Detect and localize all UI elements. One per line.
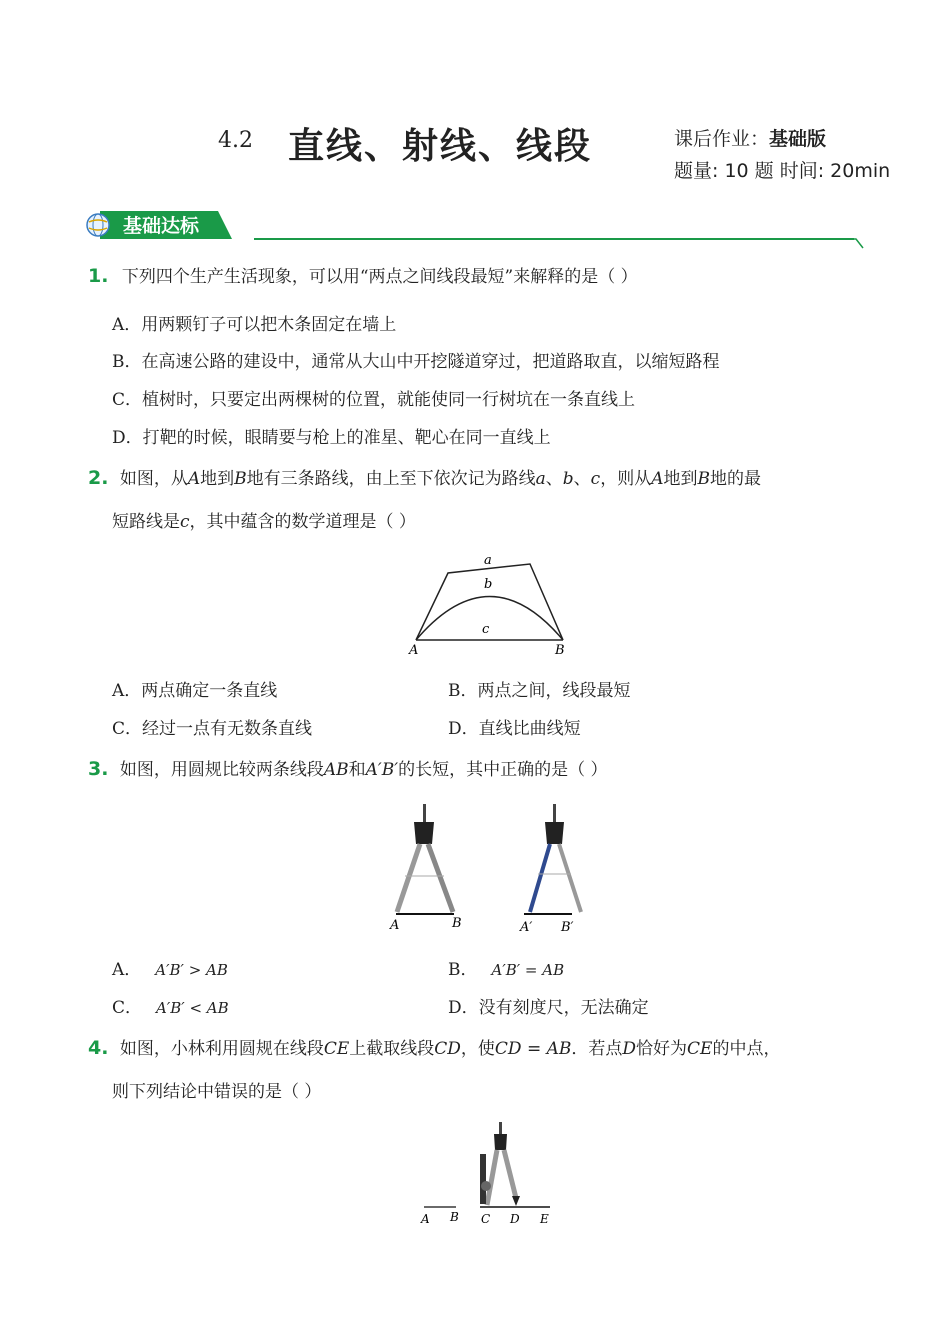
label-point-b: B — [450, 1210, 459, 1224]
homework-label — [674, 124, 826, 151]
text-run: 和 — [348, 760, 366, 780]
q3-option-d — [448, 993, 649, 1018]
section-number: 4.2 — [218, 128, 253, 153]
option-letter: A． — [112, 960, 142, 980]
math-var: CD = AB — [494, 1039, 572, 1059]
compass-cut-figure — [414, 1118, 564, 1230]
text-run: 如图，用圆规比较两条线段 — [119, 760, 324, 780]
math-var: b — [562, 469, 574, 489]
compass — [480, 1122, 520, 1206]
text-run: ．若点 — [571, 1039, 623, 1059]
q1-option-b: B．在高速公路的建设中，通常从大山中开挖隧道穿过，把道路取直，以缩短路程 — [112, 352, 720, 372]
math-var: c — [590, 469, 601, 489]
question-2 — [88, 466, 761, 491]
text-run: 如图，从 — [119, 469, 188, 489]
option-letter: D． — [448, 998, 479, 1018]
compass-head — [494, 1134, 507, 1150]
q1-option-a: A．用两颗钉子可以把木条固定在墙上 — [112, 315, 397, 335]
ruler-edge — [480, 1154, 486, 1204]
compass-leg — [428, 844, 453, 912]
text-run: 地到 — [200, 469, 235, 489]
compass-right — [519, 804, 581, 935]
section-banner — [86, 208, 232, 242]
text-run: 、 — [545, 469, 563, 489]
math-var: CD — [434, 1039, 461, 1059]
compass-handle — [553, 804, 556, 822]
text-run: 地有三条路线，由上至下依次记为路线 — [246, 469, 536, 489]
label-b: b — [484, 577, 493, 592]
homework-label-text: 课后作业： — [674, 128, 770, 150]
question-number: 2. — [88, 467, 109, 489]
option-expr: A′B′ = AB — [491, 961, 565, 979]
compass-figure — [384, 800, 594, 938]
compass-handle — [423, 804, 426, 822]
homework-level: 基础版 — [769, 128, 827, 150]
q2-option-a: A．两点确定一条直线 — [112, 681, 278, 701]
label-point-a: A — [409, 643, 419, 658]
question-1 — [88, 264, 638, 289]
q1-option-c: C．植树时，只要定出两棵树的位置，就能使同一行树坑在一条直线上 — [112, 390, 636, 410]
label-point-a: A — [421, 1212, 430, 1226]
label-point-d: D — [510, 1212, 520, 1226]
label-point-c: C — [481, 1212, 491, 1226]
compass-leg — [530, 844, 550, 912]
math-var: A — [651, 469, 664, 489]
compass-leg — [487, 1150, 497, 1205]
label-point-b-prime: B′ — [561, 920, 574, 935]
label-point-e: E — [540, 1212, 549, 1226]
math-var: A — [187, 469, 201, 489]
homework-meta: 题量: 10 题 时间: 20min — [674, 160, 891, 182]
q1-option-d: D．打靶的时候，眼睛要与枪上的准星、靶心在同一直线上 — [112, 428, 551, 448]
q2-option-d: D．直线比曲线短 — [448, 719, 581, 739]
q3-option-b — [448, 955, 564, 980]
divider-hook — [852, 239, 863, 248]
route-a — [416, 564, 563, 640]
option-letter: B． — [448, 960, 478, 980]
label-point-b: B — [452, 916, 462, 931]
text-run: ，使 — [460, 1039, 495, 1059]
globe-icon — [87, 214, 109, 236]
label-point-b: B — [555, 643, 565, 658]
route-b — [416, 597, 563, 641]
text-run: 的长短，其中正确的是（ ） — [398, 760, 608, 780]
question-text-line1 — [120, 469, 761, 489]
question-number: 1. — [88, 265, 109, 287]
text-run: 、 — [573, 469, 591, 489]
section-label: 基础达标 — [123, 215, 200, 237]
math-var: D — [622, 1039, 637, 1059]
option-expr: A′B′ < AB — [156, 999, 229, 1017]
text-run: ，则从 — [600, 469, 652, 489]
text-run: ，其中蕴含的数学道理是（ ） — [189, 512, 416, 532]
q2-option-c: C．经过一点有无数条直线 — [112, 719, 313, 739]
compass-handle — [499, 1122, 502, 1134]
math-var: CE — [687, 1039, 713, 1059]
text-run: 上截取线段 — [349, 1039, 435, 1059]
compass-left — [389, 804, 462, 933]
text-run: 如图，小林利用圆规在线段 — [119, 1039, 324, 1059]
math-var: c — [180, 512, 190, 532]
text-run: 的中点， — [712, 1039, 781, 1059]
option-expr: 没有刻度尺，无法确定 — [478, 998, 649, 1018]
q3-option-c — [112, 993, 229, 1018]
option-expr: A′B′ > AB — [155, 961, 228, 979]
route-figure — [400, 548, 580, 658]
question-4-line2: 则下列结论中错误的是（ ） — [112, 1082, 322, 1102]
question-text: 下列四个生产生活现象，可以用“两点之间线段最短”来解释的是（ ） — [121, 267, 638, 287]
compass-head — [545, 822, 564, 844]
math-var: AB — [323, 760, 349, 780]
text-run: 恰好为 — [636, 1039, 688, 1059]
question-number: 3. — [88, 758, 109, 780]
math-var: B — [697, 469, 710, 489]
option-letter: C． — [112, 998, 143, 1018]
section-divider — [254, 238, 854, 240]
question-number: 4. — [88, 1037, 109, 1059]
page-title: 直线、射线、线段 — [288, 126, 593, 167]
math-var: A′B′ — [365, 760, 399, 780]
question-2-line2 — [112, 510, 416, 534]
compass-pivot — [481, 1181, 491, 1191]
compass-leg — [504, 1150, 516, 1198]
question-text — [120, 760, 608, 780]
label-point-a-prime: A′ — [520, 920, 533, 935]
compass-pencil-tip — [512, 1196, 520, 1206]
compass-leg — [559, 844, 581, 912]
q3-option-a — [112, 955, 228, 980]
question-4 — [88, 1036, 780, 1061]
question-3 — [88, 757, 608, 782]
q2-option-b: B．两点之间，线段最短 — [448, 681, 631, 701]
question-text-line1 — [120, 1039, 781, 1059]
text-run: 地的最 — [709, 469, 761, 489]
section-divider-end — [852, 238, 864, 250]
label-point-a: A — [390, 918, 400, 933]
math-var: CE — [323, 1039, 350, 1059]
math-var: a — [535, 469, 546, 489]
label-a: a — [484, 553, 492, 568]
text-run: 短路线是 — [112, 512, 180, 532]
label-c: c — [482, 622, 490, 637]
compass-leg — [397, 844, 420, 912]
text-run: 地到 — [663, 469, 698, 489]
math-var: B — [234, 469, 247, 489]
compass-head — [414, 822, 434, 844]
